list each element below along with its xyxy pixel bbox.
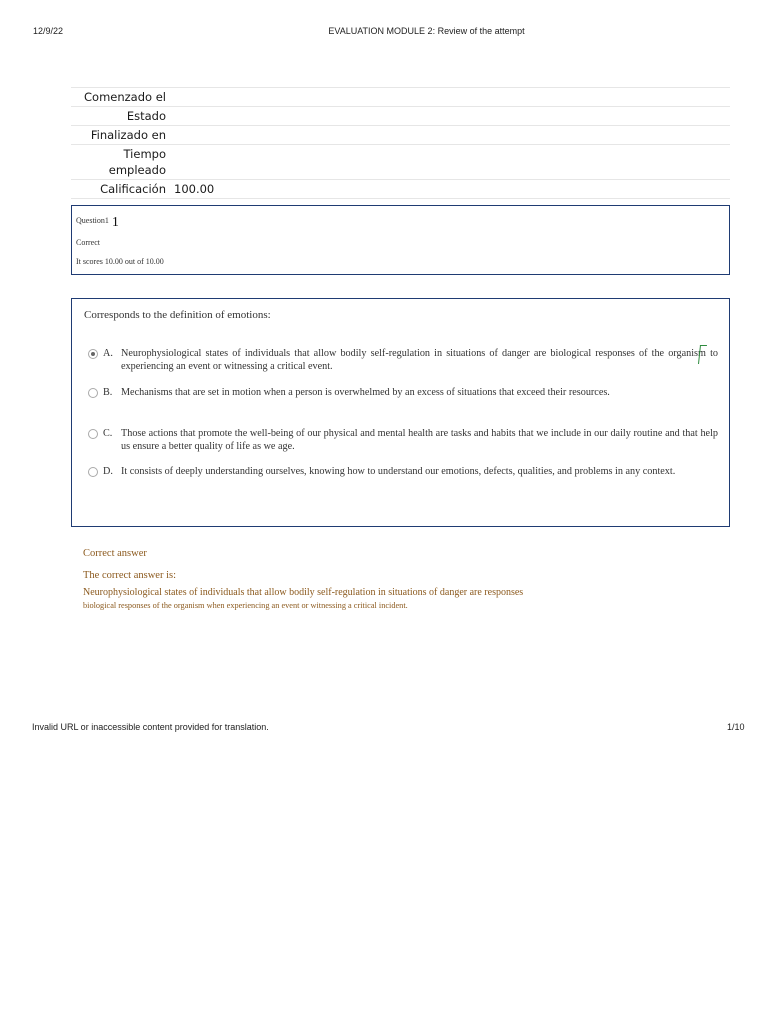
summary-label: Tiempo empleado (71, 145, 170, 180)
question-number-value: 1 (111, 215, 119, 230)
summary-label: Finalizado en (71, 126, 170, 145)
answer-letter: B. (103, 387, 113, 398)
summary-label: Calificación (71, 180, 170, 199)
footer-note: Invalid URL or inaccessible content provided for translation. (32, 722, 269, 732)
answer-letter: C. (103, 428, 113, 439)
answer-option-d[interactable] (88, 465, 718, 493)
summary-row-grade (71, 180, 730, 199)
answer-option-b[interactable] (88, 386, 718, 414)
question-info-box (71, 205, 730, 275)
feedback-answer-line-1: Neurophysiological states of individuals that allow bodily self-regulation in situations of danger are responses (83, 587, 524, 598)
question-content-box (71, 298, 730, 527)
page-title: EVALUATION MODULE 2: Review of the attempt (328, 26, 525, 36)
answer-option-a[interactable] (88, 347, 718, 375)
summary-value (170, 126, 730, 145)
radio-icon[interactable] (88, 388, 98, 398)
summary-label: Comenzado el (71, 88, 170, 107)
answer-letter: A. (103, 348, 113, 359)
print-date: 12/9/22 (33, 26, 64, 36)
summary-row-started (71, 88, 730, 107)
summary-row-finished (71, 126, 730, 145)
radio-checked-icon[interactable] (88, 349, 98, 359)
question-label: Question1 (76, 216, 109, 225)
summary-row-time (71, 145, 730, 180)
summary-value: 100.00 (170, 180, 730, 199)
answer-text: Mechanisms that are set in motion when a person is overwhelmed by an excess of situations that exceed their resources. (121, 387, 610, 398)
question-grade: It scores 10.00 out of 10.00 (76, 257, 164, 266)
feedback-answer-line-2: biological responses of the organism when experiencing an event or witnessing a critical incident. (83, 601, 408, 610)
radio-icon[interactable] (88, 467, 98, 477)
summary-label: Estado (71, 107, 170, 126)
summary-row-state (71, 107, 730, 126)
attempt-summary-table (71, 87, 730, 199)
feedback-intro: The correct answer is: (83, 570, 176, 581)
page-number: 1/10 (727, 722, 745, 732)
answer-text: Those actions that promote the well-being of our physical and mental health are tasks and habits that we include in our daily routine and that help us ensure a better quality of life as we age. (121, 428, 718, 452)
question-number (76, 212, 119, 228)
radio-icon[interactable] (88, 429, 98, 439)
answer-option-c[interactable] (88, 427, 718, 455)
answer-text: Neurophysiological states of individuals that allow bodily self-regulation in situations of danger are biological responses of the organism to experiencing an event or witnessing a critical event. (121, 348, 718, 372)
question-text: Corresponds to the definition of emotions: (84, 309, 271, 321)
summary-value (170, 107, 730, 126)
summary-value (170, 145, 730, 180)
summary-value (170, 88, 730, 107)
answer-letter: D. (103, 466, 113, 477)
question-state: Correct (76, 238, 100, 247)
answer-text: It consists of deeply understanding ourselves, knowing how to understand our emotions, defects, qualities, and problems in any context. (121, 466, 676, 477)
feedback-heading: Correct answer (83, 548, 147, 559)
